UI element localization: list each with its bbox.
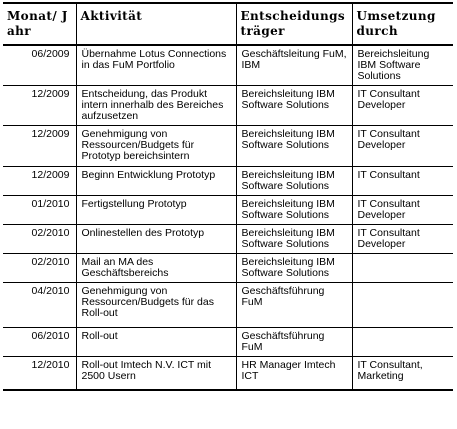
table-row [3,357,453,391]
table-row [3,196,453,225]
table-row [3,45,453,86]
cell-implemented-by: IT Consultant Developer [352,225,453,254]
table-row [3,225,453,254]
cell-activity: Genehmigung von Ressourcen/Budgets für Prototyp bereichsintern [76,126,236,167]
cell-decision-maker: Bereichsleitung IBM Software Solutions [236,254,352,283]
cell-activity: Genehmigung von Ressourcen/Budgets für das Roll-out [76,283,236,328]
cell-implemented-by: IT Consultant Developer [352,196,453,225]
cell-date: 02/2010 [3,254,76,283]
cell-decision-maker: Bereichsleitung IBM Software Solutions [236,86,352,126]
cell-date: 12/2009 [3,126,76,167]
table-row [3,167,453,196]
cell-decision-maker: Geschäftsführung FuM [236,328,352,357]
cell-activity: Beginn Entwicklung Prototyp [76,167,236,196]
cell-date: 01/2010 [3,196,76,225]
table-row [3,328,453,357]
table-row [3,86,453,126]
cell-implemented-by: IT Consultant Developer [352,86,453,126]
table-row [3,126,453,167]
cell-implemented-by: IT Consultant Developer [352,126,453,167]
cell-activity: Onlinestellen des Prototyp [76,225,236,254]
table-row [3,254,453,283]
cell-date: 12/2009 [3,167,76,196]
cell-date: 06/2010 [3,328,76,357]
cell-decision-maker: Geschäftsführung FuM [236,283,352,328]
cell-activity: Entscheidung, das Produkt intern innerhalb des Bereiches aufzusetzen [76,86,236,126]
header-month-year: Monat/ Jahr [3,3,76,45]
cell-implemented-by [352,328,453,357]
cell-activity: Roll-out Imtech N.V. ICT mit 2500 Usern [76,357,236,391]
cell-decision-maker: Bereichsleitung IBM Software Solutions [236,126,352,167]
cell-decision-maker: Bereichsleitung IBM Software Solutions [236,196,352,225]
cell-decision-maker: Bereichsleitung IBM Software Solutions [236,167,352,196]
cell-date: 06/2009 [3,45,76,86]
document-page [3,2,453,391]
cell-implemented-by [352,254,453,283]
cell-activity: Roll-out [76,328,236,357]
header-activity: Aktivität [76,3,236,45]
table-row [3,283,453,328]
cell-activity: Mail an MA des Geschäftsbereichs [76,254,236,283]
cell-decision-maker: HR Manager Imtech ICT [236,357,352,391]
header-decision-maker: Entscheidungsträger [236,3,352,45]
cell-decision-maker: Geschäftsleitung FuM, IBM [236,45,352,86]
cell-implemented-by [352,283,453,328]
cell-date: 12/2010 [3,357,76,391]
header-implemented-by: Umsetzung durch [352,3,453,45]
cell-implemented-by: IT Consultant, Marketing [352,357,453,391]
cell-implemented-by: Bereichsleitung IBM Software Solutions [352,45,453,86]
cell-date: 12/2009 [3,86,76,126]
activity-table [3,2,453,391]
cell-decision-maker: Bereichsleitung IBM Software Solutions [236,225,352,254]
cell-date: 04/2010 [3,283,76,328]
cell-date: 02/2010 [3,225,76,254]
cell-implemented-by: IT Consultant [352,167,453,196]
table-header-row [3,3,453,45]
cell-activity: Fertigstellung Prototyp [76,196,236,225]
cell-activity: Übernahme Lotus Connections in das FuM Portfolio [76,45,236,86]
